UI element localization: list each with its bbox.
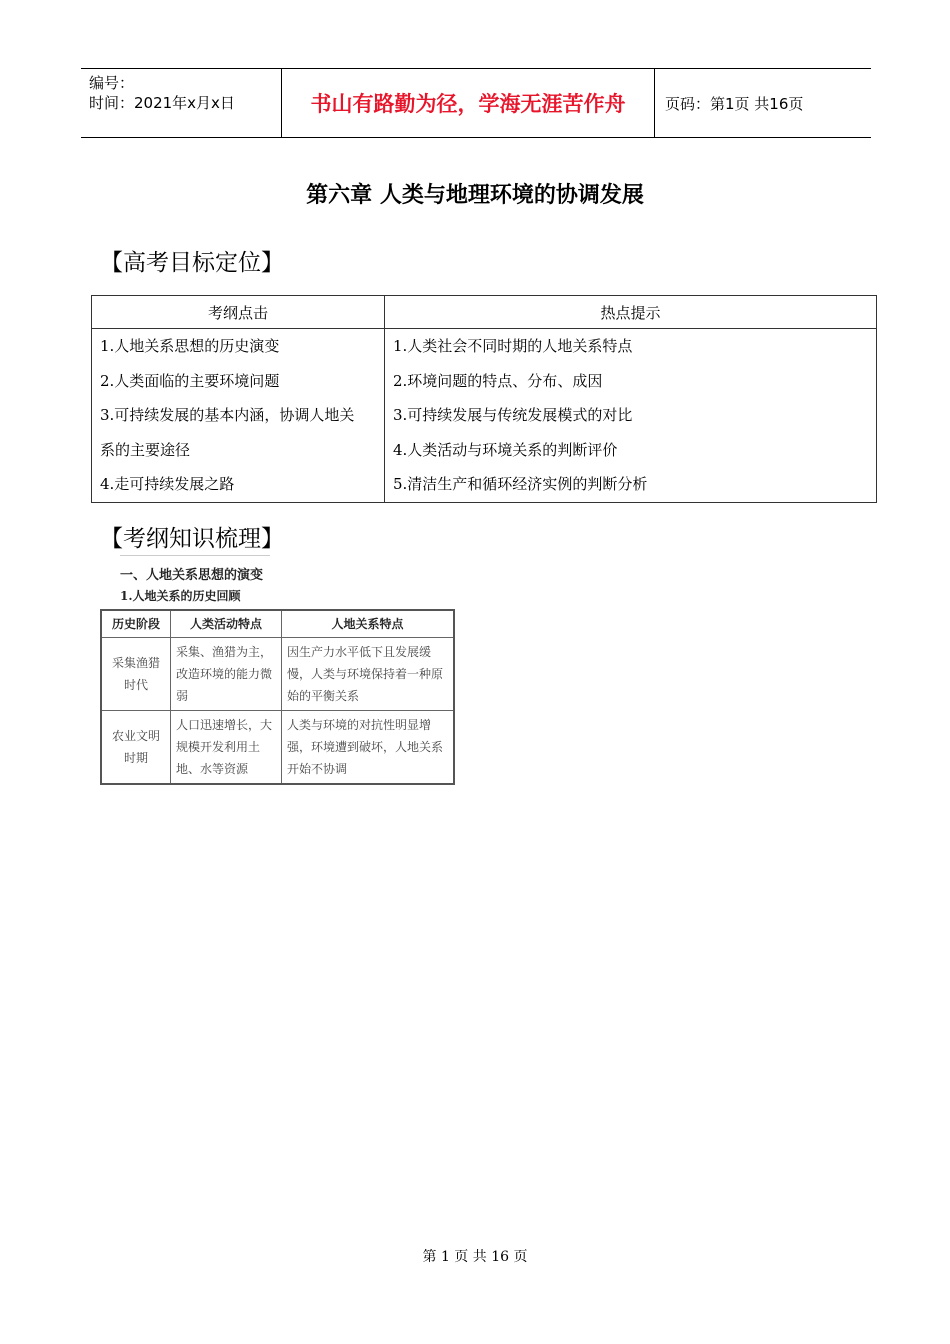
- goal-item: 1.人地关系思想的历史演变: [100, 337, 280, 355]
- history-stage: 采集渔猎时代: [101, 638, 171, 711]
- document-header: [81, 68, 871, 138]
- history-activity: 人口迅速增长，大规模开发利用土地、水等资源: [171, 711, 282, 785]
- divider: [120, 555, 270, 556]
- history-header-activity: 人类活动特点: [171, 610, 282, 638]
- goal-item: 系的主要途径: [100, 440, 191, 459]
- history-header-relation: 人地关系特点: [282, 610, 455, 638]
- hotspot-item: 5.清洁生产和循环经济实例的判断分析: [393, 475, 648, 493]
- history-relation: 人类与环境的对抗性明显增强，环境遭到破坏，人地关系开始不协调: [282, 711, 455, 785]
- history-table: [100, 609, 455, 785]
- goal-table-left-cell: [92, 329, 385, 503]
- history-relation: 因生产力水平低下且发展缓慢，人类与环境保持着一种原始的平衡关系: [282, 638, 455, 711]
- chapter-title: 第六章 人类与地理环境的协调发展: [306, 183, 644, 208]
- page-footer: 第 1 页 共 16 页: [422, 1249, 528, 1265]
- header-meta-cell: [81, 69, 282, 137]
- hotspot-item: 2.环境问题的特点、分布、成因: [393, 371, 603, 390]
- number-label: 编号：: [89, 74, 135, 92]
- embedded-textbook-figure: [100, 555, 460, 787]
- goal-item: 3.可持续发展的基本内涵，协调人地关: [100, 406, 355, 424]
- goal-table: [91, 295, 877, 503]
- goal-table-right-cell: [385, 329, 877, 503]
- goal-item: 2.人类面临的主要环境问题: [100, 371, 280, 390]
- hotspot-item: 3.可持续发展与传统发展模式的对比: [393, 406, 633, 424]
- figure-heading: 一、人地关系思想的演变: [120, 568, 264, 583]
- motto: 书山有路勤为径，学海无涯苦作舟: [282, 69, 655, 137]
- page-info: 页码：第1页 共16页: [665, 94, 804, 113]
- time-label: 时间：2021年x月x日: [89, 94, 235, 112]
- goal-table-header-right: 热点提示: [385, 296, 877, 329]
- hotspot-item: 4.人类活动与环境关系的判断评价: [393, 440, 618, 459]
- figure-subheading: 1.人地关系的历史回顾: [120, 589, 241, 603]
- history-stage: 农业文明时期: [101, 711, 171, 785]
- history-activity: 采集、渔猎为主，改造环境的能力微弱: [171, 638, 282, 711]
- section-heading-goals: 【高考目标定位】: [100, 250, 284, 276]
- section-heading-knowledge: 【考纲知识梳理】: [100, 526, 284, 552]
- goal-item: 4.走可持续发展之路: [100, 475, 235, 493]
- history-header-stage: 历史阶段: [101, 610, 171, 638]
- goal-table-header-left: 考纲点击: [92, 296, 385, 329]
- hotspot-item: 1.人类社会不同时期的人地关系特点: [393, 337, 633, 355]
